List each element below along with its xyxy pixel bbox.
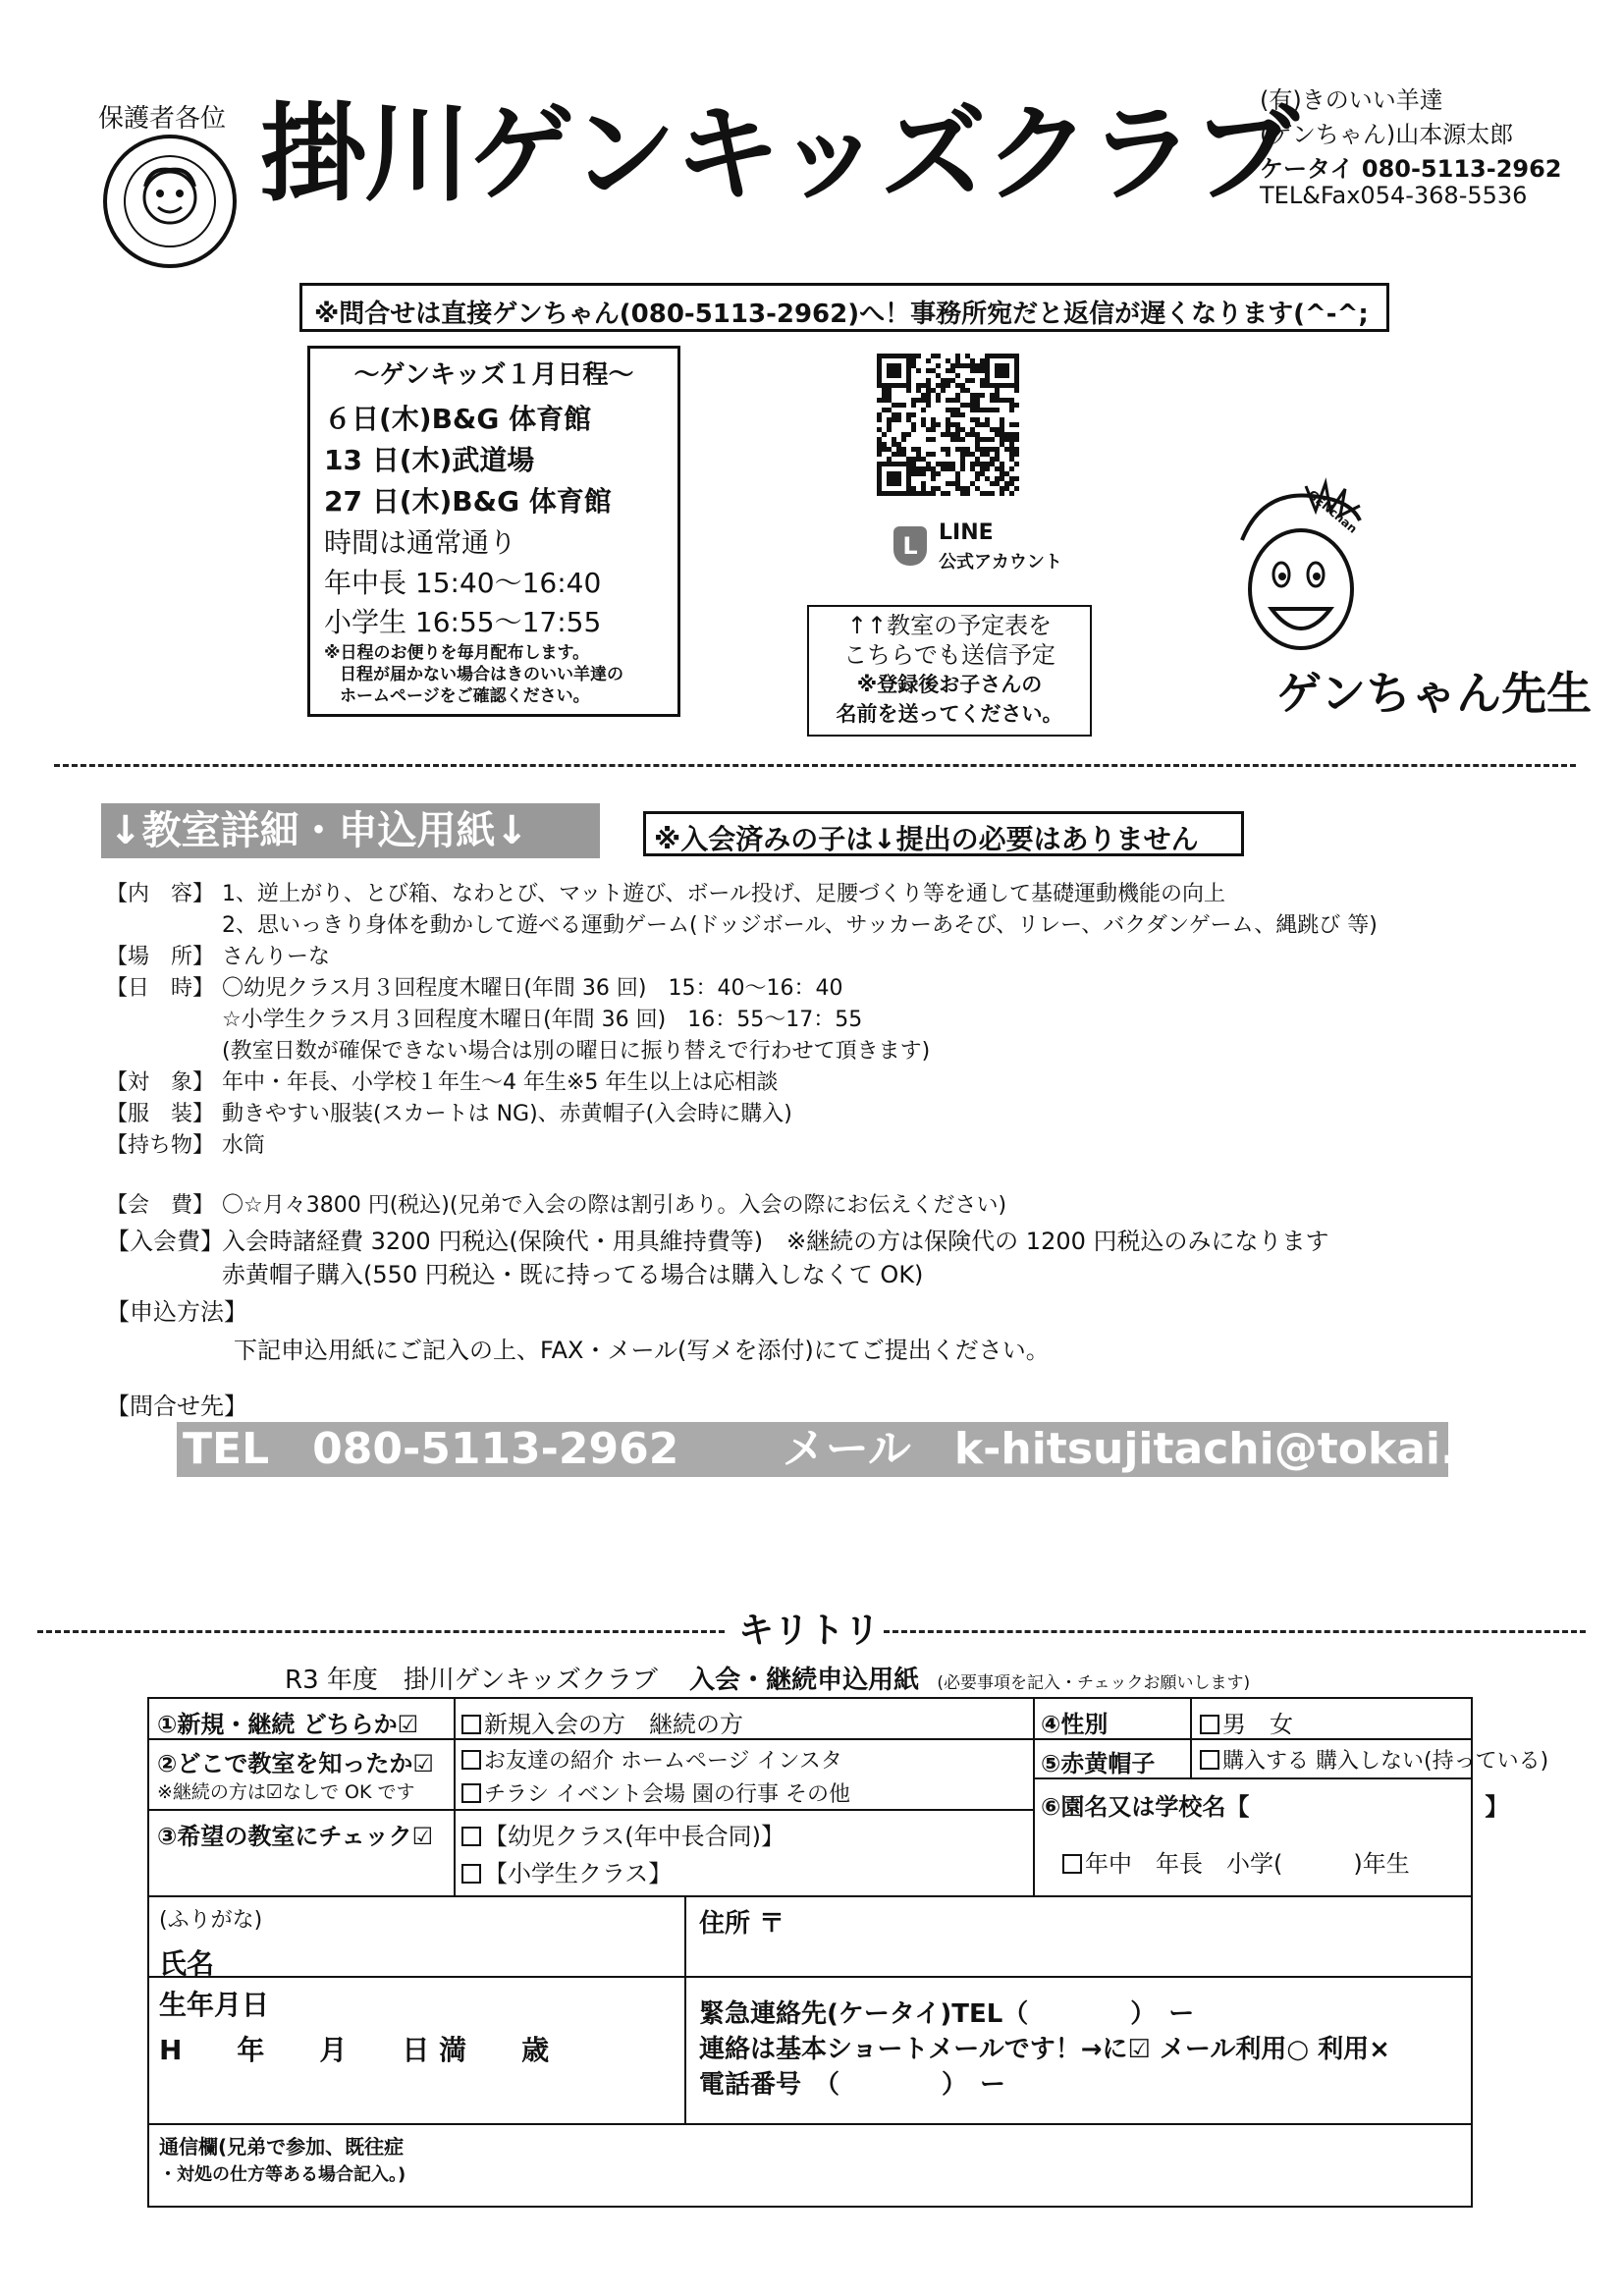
name-label: 氏名: [159, 1947, 215, 1980]
fee-row: 赤黄帽子購入(550 円税込・既に持ってる場合は購入しなくて OK): [222, 1261, 924, 1288]
detail-row: 【内 容】 1、逆上がり、とび箱、なわとび、マット遊び、ボール投げ、足腰づくり等を通して基礎運動機能の向上: [106, 882, 1226, 906]
schedule-footnote: ※日程のお便りを毎月配布します。: [324, 643, 590, 663]
fee-row: 下記申込用紙にご記入の上、FAX・メール(写メを添付)にてご提出ください。: [234, 1337, 1050, 1364]
q6-label: ⑥園名又は学校名【 】: [1041, 1793, 1509, 1821]
org-name: (有)きのいい羊達: [1260, 86, 1443, 114]
address-label[interactable]: 住所 〒: [699, 1909, 785, 1939]
q5-options[interactable]: 購入する 購入しない(持っている): [1200, 1744, 1548, 1775]
schedule-time-note: 時間は通常通り: [324, 526, 517, 559]
schedule-time: 小学生 16:55～17:55: [324, 606, 602, 638]
page-title: 掛川ゲンキッズクラブ: [260, 93, 1297, 216]
fee-row: 【入会費】入会時諸経費 3200 円税込(保険代・用具維持費等) ※継続の方は保険代の 1200 円税込のみになります: [106, 1228, 1329, 1255]
q4-label: ④性別: [1041, 1711, 1109, 1738]
remarks-label-2: ・対処の仕方等ある場合記入。): [159, 2164, 406, 2185]
q2-sub: ※継続の方は☑なしで OK です: [157, 1781, 415, 1803]
emergency-tel[interactable]: 緊急連絡先(ケータイ)TEL（ ） ー: [699, 1999, 1195, 2029]
application-form: [147, 1697, 1549, 2208]
schedule-footnote: ホームページをご確認ください。: [340, 686, 590, 706]
schedule-date: 27 日(木)B&G 体育館: [324, 485, 612, 518]
q3-option-school[interactable]: 【小学生クラス】: [461, 1854, 672, 1888]
line-label-2: 公式アカウント: [939, 552, 1062, 573]
line-qr-code[interactable]: [877, 354, 1019, 496]
line-label: LINE: [939, 520, 994, 545]
birth-label: 生年月日: [159, 1989, 270, 2021]
q2-options[interactable]: お友達の紹介 ホームページ インスタ: [461, 1744, 842, 1775]
remarks-label: 通信欄(兄弟で参加、既往症: [159, 2135, 405, 2159]
cut-line-right: [884, 1630, 1586, 1633]
schedule-date: 13 日(木)武道場: [324, 444, 535, 476]
phone-number[interactable]: 電話番号 （ ） ー: [699, 2070, 1006, 2100]
schedule-footnote: 日程が届かない場合はきのいい羊達の: [340, 665, 623, 684]
contact-label: 【問合せ先】: [106, 1393, 247, 1420]
line-note: こちらでも送信予定: [843, 641, 1055, 669]
q2-label: ②どこで教室を知ったか☑: [157, 1750, 434, 1777]
line-note: ※登録後お子さんの: [856, 673, 1043, 696]
org-person: (ゲンちゃん)山本源太郎: [1260, 121, 1514, 148]
q3-option-kids[interactable]: 【幼児クラス(年中長合同)】: [461, 1817, 784, 1851]
schedule-time: 年中長 15:40～16:40: [324, 567, 602, 599]
org-mobile: ケータイ 080-5113-2962: [1260, 155, 1562, 183]
contact-notice: ※問合せは直接ゲンちゃん(080-5113-2962)へ！事務所宛だと返信が遅くなります(^-^;: [299, 283, 1389, 332]
recipients: 保護者各位: [98, 104, 227, 134]
cut-label: キリトリ: [738, 1611, 881, 1651]
furigana-label: (ふりがな): [159, 1908, 263, 1933]
divider: [54, 764, 1576, 767]
mascot-caption: ゲンちゃん先生: [1276, 667, 1593, 720]
fee-row: 【申込方法】: [106, 1298, 247, 1326]
detail-row: 【対 象】 年中・年長、小学校１年生～4 年生※5 年生以上は応相談: [106, 1070, 779, 1095]
mascot-cap-text: GENchan: [1305, 487, 1360, 536]
detail-row: ☆小学生クラス月３回程度木曜日(年間 36 回) 16：55～17：55: [222, 1008, 863, 1032]
section-banner: ↓教室詳細・申込用紙↓: [101, 803, 600, 858]
detail-row: 【持ち物】 水筒: [106, 1133, 266, 1158]
detail-row: 【場 所】 さんりーな: [106, 945, 331, 969]
fee-row: 【会 費】 〇☆月々3800 円(税込)(兄弟で入会の際は割引あり。入会の際にお伝えください): [106, 1193, 1007, 1218]
line-note: 名前を送ってください。: [836, 702, 1063, 726]
q6-options[interactable]: 年中 年長 小学( )年生: [1062, 1844, 1410, 1879]
line-note-box: [807, 605, 1092, 737]
detail-row: 【服 装】 動きやすい服装(スカートは NG)、赤黄帽子(入会時に購入): [106, 1102, 792, 1126]
remarks-field[interactable]: [503, 2127, 1465, 2206]
q1-options[interactable]: 新規入会の方 継続の方: [461, 1705, 743, 1739]
sms-preference[interactable]: 連絡は基本ショートメールです！→に☑ メール利用○ 利用×: [699, 2035, 1390, 2064]
form-title: R3 年度 掛川ゲンキッズクラブ 入会・継続申込用紙 (必要事項を記入・チェックお願いします): [285, 1666, 1251, 1695]
birth-format[interactable]: H 年 月 日 満 歳: [159, 2034, 550, 2066]
contact-tel[interactable]: TEL 080-5113-2962: [183, 1424, 679, 1474]
contact-bar: [177, 1422, 1564, 1477]
schedule-date: ６日(木)B&G 体育館: [324, 403, 592, 435]
section-notice: ※入会済みの子は↓提出の必要はありません: [643, 811, 1244, 856]
logo-seal: [101, 133, 239, 270]
contact-mail[interactable]: メール k-hitsujitachi@tokai.or.jp: [782, 1424, 1564, 1474]
q3-label: ③希望の教室にチェック☑: [157, 1823, 434, 1850]
detail-row: (教室日数が確保できない場合は別の曜日に振り替えで行わせて頂きます): [222, 1039, 931, 1064]
q4-options[interactable]: 男 女: [1200, 1705, 1293, 1739]
q5-label: ⑤赤黄帽子: [1041, 1750, 1156, 1777]
org-telfax: TEL&Fax054-368-5536: [1260, 182, 1528, 209]
schedule-box: [307, 346, 680, 717]
mascot-illustration: [1232, 481, 1370, 663]
cut-line-left: [37, 1630, 725, 1633]
q1-label: ①新規・継続 どちらか☑: [157, 1711, 419, 1738]
line-badge: L: [893, 526, 927, 566]
q2-options-2[interactable]: チラシ イベント会場 園の行事 その他: [461, 1777, 850, 1808]
detail-row: 2、思いっきり身体を動かして遊べる運動ゲーム(ドッジボール、サッカーあそび、リレー、バクダンゲーム、縄跳び 等): [222, 913, 1378, 938]
detail-row: 【日 時】 〇幼児クラス月３回程度木曜日(年間 36 回) 15：40～16：40: [106, 976, 843, 1001]
schedule-title: ～ゲンキッズ１月日程～: [353, 360, 634, 390]
line-note: ↑↑教室の予定表を: [846, 612, 1053, 639]
